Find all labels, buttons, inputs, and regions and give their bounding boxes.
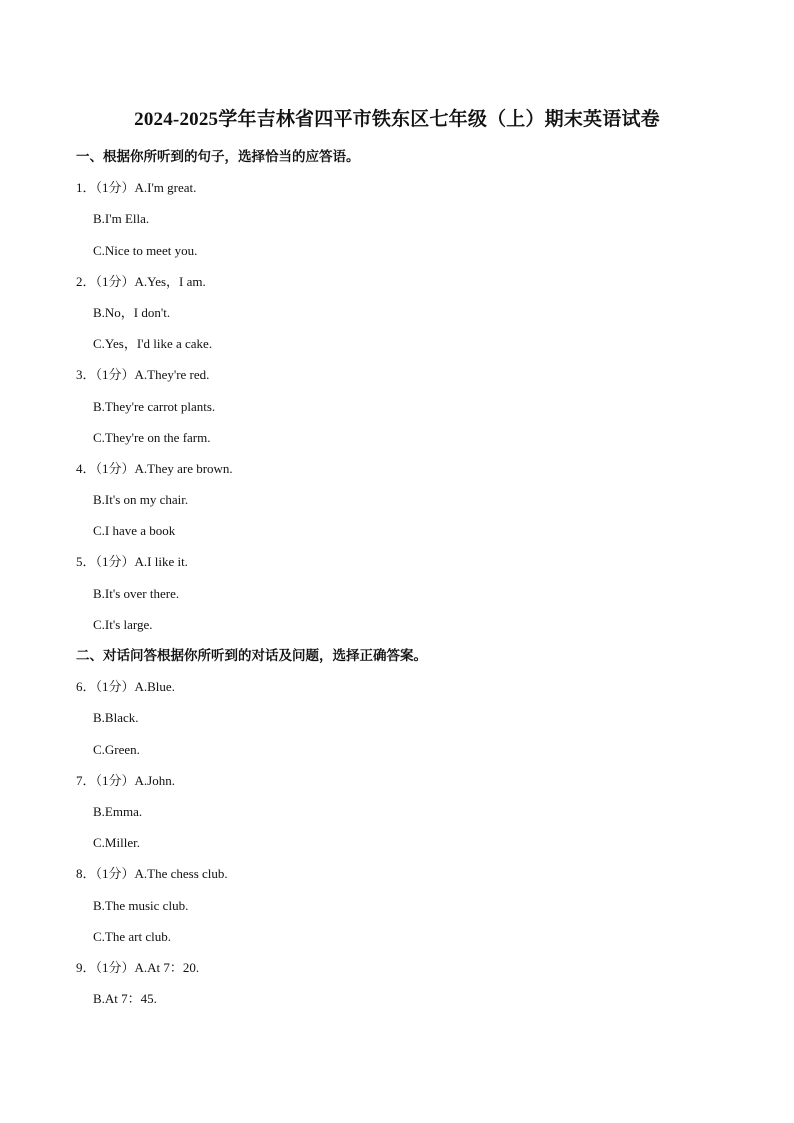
question-option: C.Nice to meet you. bbox=[93, 242, 198, 258]
question-option: C.Miller. bbox=[93, 835, 140, 851]
question-option: C.Green. bbox=[93, 741, 140, 757]
question-option: B.I'm Ella. bbox=[93, 211, 150, 227]
question-stem: 5．（1分）A.I like it. bbox=[76, 554, 188, 570]
question-option: C.They're on the farm. bbox=[93, 429, 211, 445]
exam-title: 2024-2025学年吉林省四平市铁东区七年级（上）期末英语试卷 bbox=[134, 109, 660, 130]
question-stem: 7．（1分）A.John. bbox=[76, 772, 175, 788]
question-stem: 2．（1分）A.Yes，I am. bbox=[76, 273, 206, 289]
section-heading: 二、对话问答根据你所听到的对话及问题，选择正确答案。 bbox=[76, 648, 427, 663]
question-option: B.Black. bbox=[93, 710, 139, 726]
question-option: C.The art club. bbox=[93, 928, 171, 944]
section-heading: 一、根据你所听到的句子，选择恰当的应答语。 bbox=[76, 149, 360, 164]
question-option: B.Emma. bbox=[93, 803, 143, 819]
question-option: C.Yes，I'd like a cake. bbox=[93, 336, 213, 352]
question-stem: 4．（1分）A.They are brown. bbox=[76, 460, 233, 476]
question-stem: 9．（1分）A.At 7：20. bbox=[76, 959, 200, 975]
question-option: B.At 7：45. bbox=[93, 991, 157, 1007]
question-option: B.They're carrot plants. bbox=[93, 398, 216, 414]
question-option: B.The music club. bbox=[93, 897, 189, 913]
exam-content bbox=[76, 141, 726, 1014]
question-option: C.I have a book bbox=[93, 523, 176, 539]
question-option: B.It's over there. bbox=[93, 585, 180, 601]
question-option: B.It's on my chair. bbox=[93, 492, 189, 508]
question-option: C.It's large. bbox=[93, 616, 153, 632]
question-stem: 3．（1分）A.They're red. bbox=[76, 367, 210, 383]
question-stem: 6．（1分）A.Blue. bbox=[76, 679, 175, 695]
question-stem: 8．（1分）A.The chess club. bbox=[76, 866, 228, 882]
question-stem: 1．（1分）A.I'm great. bbox=[76, 180, 197, 196]
question-option: B.No，I don't. bbox=[93, 304, 171, 320]
